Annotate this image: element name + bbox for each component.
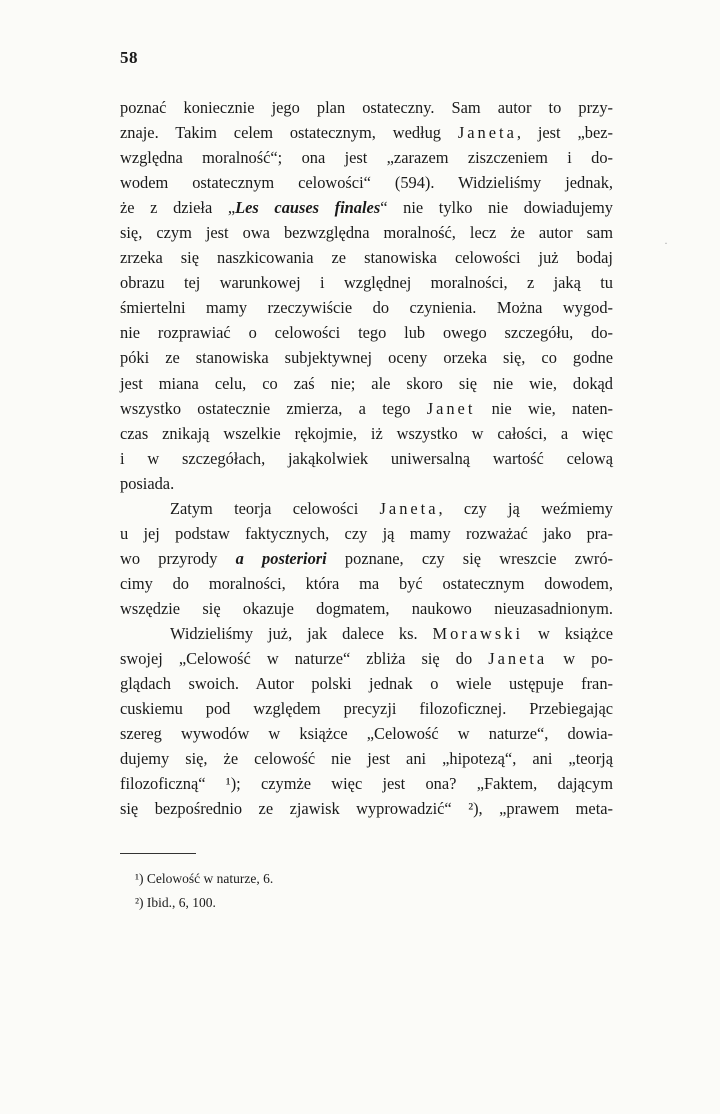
spaced-name: Janeta: [488, 649, 548, 669]
text-line: posiada.: [120, 473, 175, 493]
text-line: póki ze stanowiska subjektywnej oceny orzeka się, co godne: [120, 348, 613, 368]
spaced-name: Morawski: [432, 623, 524, 643]
text-line: glądach swoich. Autor polski jednak o wiele ustępuje fran-: [120, 674, 613, 694]
text-line: wszędzie się okazuje dogmatem, naukowo nieuzasadnionym.: [120, 598, 613, 618]
text-line: że z dzieła „Les causes finales“ nie tylko nie dowiadujemy: [120, 198, 613, 218]
text-line: czas znikają wszelkie rękojmie, iż wszystko w całości, a więc: [120, 423, 613, 443]
text-line: wszystko ostatecznie zmierza, a tego Janet nie wie, naten-: [120, 398, 613, 418]
text-line: śmiertelni mamy rzeczywiście do czynienia. Można wygod-: [120, 298, 613, 318]
text-line: jest miana celu, co zaś nie; ale skoro się nie wie, dokąd: [120, 373, 613, 393]
text-line: i w szczegółach, jakąkolwiek uniwersalną wartość celową: [120, 448, 613, 468]
text-line: u jej podstaw faktycznych, czy ją mamy rozważać jako pra-: [120, 523, 613, 543]
footnote: ¹) Celowość w naturze, 6.: [135, 871, 274, 886]
main-text: [120, 95, 613, 821]
text-line: filozoficzną“ ¹); czymże więc jest ona? „Faktem, dającym: [120, 774, 613, 794]
text-line: wodem ostatecznym celowości“ (594). Widzieliśmy jednak,: [120, 173, 613, 193]
text-line: szereg wywodów w książce „Celowość w naturze“, dowia-: [120, 724, 613, 744]
text-line: znaje. Takim celem ostatecznym, według Janeta, jest „bez-: [120, 123, 613, 143]
footnote: ²) Ibid., 6, 100.: [135, 895, 216, 910]
margin-speck: ·: [664, 236, 668, 250]
text-line: obrazu tej warunkowej i względnej moralności, z jaką tu: [120, 273, 613, 293]
footnote-divider: [120, 853, 196, 854]
italic-term: Les causes finales: [235, 198, 381, 218]
text-line: się bezpośrednio ze zjawisk wyprowadzić“ ²), „prawem meta-: [120, 799, 613, 819]
text-line: cimy do moralności, która ma być ostatecznym dowodem,: [120, 573, 613, 593]
text-line: dujemy się, że celowość nie jest ani „hipotezą“, ani „teorją: [120, 749, 613, 769]
text-line: poznać koniecznie jego plan ostateczny. Sam autor to przy-: [120, 98, 613, 117]
italic-term: a posteriori: [235, 548, 327, 568]
text-line: się, czym jest owa bezwzględna moralność, lecz że autor sam: [120, 223, 613, 243]
text-line: względna moralność“; ona jest „zarazem ziszczeniem i do-: [120, 148, 613, 168]
text-line: swojej „Celowość w naturze“ zbliża się do Janeta w po-: [120, 649, 613, 669]
page-number: 58: [120, 48, 138, 67]
spaced-name: Janeta: [457, 123, 517, 143]
text-line: zrzeka się naszkicowania ze stanowiska celowości już bodaj: [120, 248, 613, 268]
spaced-name: Janet: [426, 398, 476, 418]
text-line: Widzieliśmy już, jak dalece ks. Morawski w książce: [170, 623, 613, 643]
text-line: nie rozprawiać o celowości tego lub owego szczegółu, do-: [120, 323, 613, 343]
footnotes: [135, 867, 273, 915]
text-line: wo przyrody a posteriori poznane, czy się wreszcie zwró-: [120, 548, 613, 568]
text-line: Zatym teorja celowości Janeta, czy ją weźmiemy: [170, 498, 613, 518]
text-line: cuskiemu pod względem precyzji filozoficznej. Przebiegając: [120, 699, 613, 719]
spaced-name: Janeta: [379, 498, 439, 518]
